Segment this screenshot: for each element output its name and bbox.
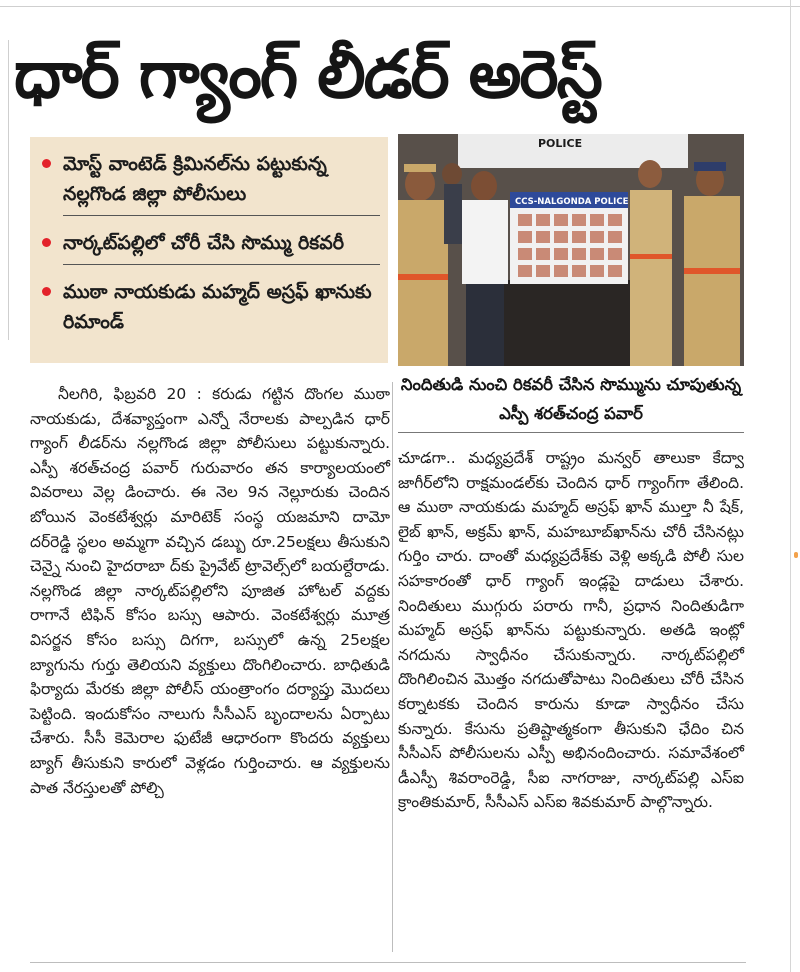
bullet-dot-icon	[42, 159, 51, 168]
photo-caption: నిందితుడి నుంచి రికవరీ చేసిన సొమ్మును చూపుతున్న ఎస్పీ శరత్‌చంద్ర పవార్	[398, 370, 744, 433]
board-label: CCS-NALGONDA POLICE	[515, 197, 629, 207]
highlight-text: మోస్ట్ వాంటెడ్ క్రిమినల్‌ను పట్టుకున్న నల్లగొండ జిల్లా పోలీసులు	[63, 149, 380, 216]
police-banner-text: POLICE	[538, 137, 583, 150]
press-conference-photo	[398, 134, 744, 366]
bullet-dot-icon	[42, 238, 51, 247]
highlight-text: నార్కట్‌పల్లిలో చోరీ చేసి సొమ్ము రికవరీ	[63, 228, 380, 265]
highlight-item	[40, 149, 380, 216]
highlight-item	[40, 277, 380, 343]
news-photo	[398, 134, 744, 366]
column-divider	[392, 382, 393, 952]
highlight-item	[40, 228, 380, 265]
article-headline: ధార్ గ్యాంగ్ లీడర్ అరెస్ట్	[14, 36, 601, 113]
bullet-dot-icon	[42, 287, 51, 296]
article-paragraph: నీలగిరి, ఫిబ్రవరి 20 : కరుడు గట్టిన దొంగల ముఠా నాయకుడు, దేశవ్యాప్తంగా ఎన్నో నేరాలకు పాల్పడిన ధార్ గ్యాంగ్ లీడర్‌ను నల్లగొండ జిల్లా పోలీసులు పట్టుకున్నారు. ఎస్పీ శరత్‌చంద్ర పవార్ గురువారం తన కార్యాలయంలో వివరాలు వెల్ల డించారు. ఈ నెల 9న నెల్లూరుకు చెందిన బోయిన వెంకటేశ్వర్లు మారిటెక్ సంస్థ యజమాని దామో దర్‌రెడ్డి స్థలం అమ్మగా వచ్చిన డబ్బు రూ.25లక్షలు తీసుకుని చెన్నై నుంచి హైదరాబా ద్‌కు ప్రైవేట్ ట్రావెల్స్‌లో బయల్దేరాడు. నల్లగొండ జిల్లా నార్కట్‌పల్లిలోని పూజిత హోటల్ వద్దకు రాగానే టిఫిన్ కోసం బస్సు ఆపారు. వెంకటేశ్వర్లు మూత్ర విసర్జన కోసం బస్సు దిగగా, బస్సులో ఉన్న 25లక్షల బ్యాగును గుర్తు తెలియని వ్యక్తులు దొంగిలించారు. బాధితుడి ఫిర్యాదు మేరకు జిల్లా పోలీస్ యంత్రాంగం దర్యాప్తు మొదలు పెట్టింది. ఇందుకోసం నాలుగు సీసీఎస్ బృందాలను ఏర్పాటు చేశారు. సీసీ కెమెరాల ఫుటేజీ ఆధారంగా కొందరు వ్యక్తులు బ్యాగ్ తీసుకుని కారులో వెళ్లడం గుర్తించారు. ఆ వ్యక్తులను పాత నేరస్తులతో పోల్చి	[30, 385, 390, 797]
article-paragraph: చూడగా.. మధ్యప్రదేశ్ రాష్ట్రం మన్వర్ తాలుకా కేద్వా జాగీర్‌లోని రాక్షమండల్‌కు చెందిన ధార్ గ్యాంగ్‌గా తేలింది. ఆ ముఠా నాయకుడు మహ్మద్ అస్రఫ్ ఖాన్ ముల్తా నీ షేక్, లైబ్ ఖాన్, అక్రమ్ ఖాన్, మహబూబ్‌ఖాన్‌ను చోరీ చేసినట్లు గుర్తిం చారు. దాంతో మధ్యప్రదేశ్‌కు వెళ్లి అక్కడి పోలీ సుల సహకారంతో ధార్ గ్యాంగ్ ఇండ్లపై దాడులు చేశారు. నిందితులు ముగ్గురు పరారు గానీ, ప్రధాన నిందితుడిగా మహ్మద్ అస్రఫ్ ఖాన్‌ను పట్టుకున్నారు. అతడి ఇంట్లో నగదును స్వాధీనం చేసుకున్నారు. నార్కట్‌పల్లిలో దొంగిలించిన మొత్తం నగదుతోపాటు నిందితులు చోరీ చేసిన కర్నాటకకు చెందిన కారును కూడా స్వాధీనం చేసు కున్నారు. కేసును ప్రతిష్టాత్మకంగా తీసుకుని ఛేదిం చిన సీసీఎస్ పోలీసులను ఎస్పీ అభినందించారు. సమావేశంలో డీఎస్పీ శివరాంరెడ్డి, సీఐ నాగరాజు, నార్కట్‌పల్లి ఎస్ఐ క్రాంతికుమార్, సీసీఎస్ ఎస్ఐ శివకుమార్ పాల్గొన్నారు.	[398, 449, 744, 812]
bottom-rule	[30, 962, 746, 963]
adjacent-page-mark	[794, 552, 798, 558]
page-left-edge	[8, 40, 9, 340]
highlight-text: ముఠా నాయకుడు మహ్మద్ అస్రఫ్ ఖానుకు రిమాండ్	[63, 281, 372, 333]
article-body-right-column	[398, 446, 744, 815]
article-body-left-column	[30, 382, 390, 800]
highlights-box	[30, 137, 388, 363]
page-right-edge	[790, 0, 791, 972]
page-top-edge	[0, 0, 800, 7]
